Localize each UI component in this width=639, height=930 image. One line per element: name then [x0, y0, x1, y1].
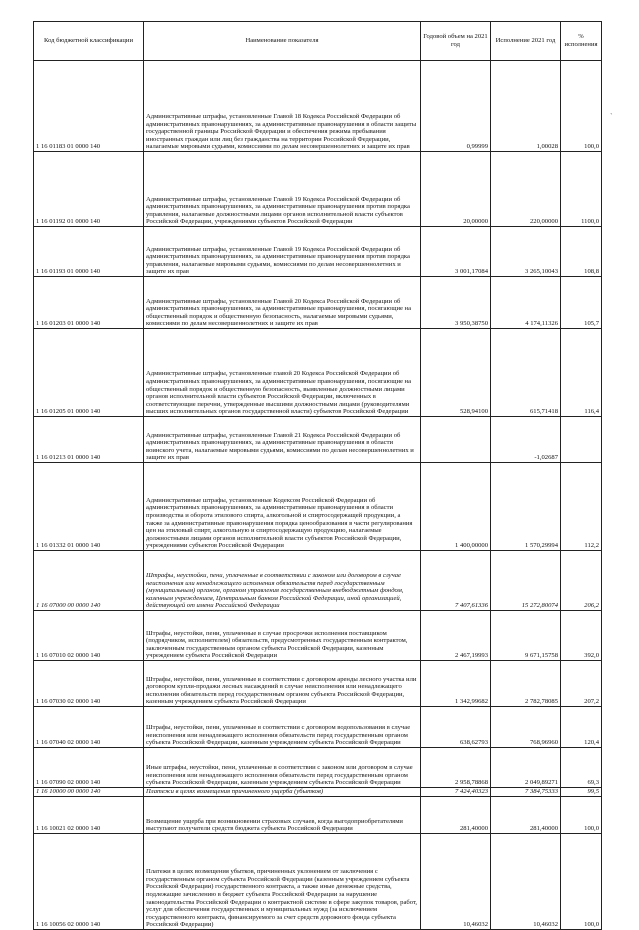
row-percent: 207,2 [561, 661, 602, 707]
row-percent: 112,2 [561, 463, 602, 551]
row-percent: 100,0 [561, 797, 602, 834]
row-percent: 116,4 [561, 329, 602, 417]
row-name: Платежи в целях возмещения убытков, причиненных уклонением от заключения с государственным органом субъекта Российской Федерации (казенным учреждением субъекта Российской Федерации) государственного контракта, а также иные денежные средства, подлежащие зачислению в бюджет субъекта Российской Федерации за нарушение законодательства Российской Федерации о контрактной системе в сфере закупок товаров, работ, услуг для обеспечения государственных и муниципальных нужд (за исключением государственного контракта, финансируемого за счет средств дорожного фонда субъекта Российской Федерации) [144, 834, 421, 930]
row-percent: 108,8 [561, 227, 602, 277]
row-percent: 1100,0 [561, 152, 602, 227]
row-name: Административные штрафы, установленные главой 20 Кодекса Российской Федерации об административных правонарушениях, за административные правонарушения, посягающие на общественный порядок и общественную безопасность, выявленные должностными лицами органов исполнительной власти субъектов Российской Федерации, включенных в соответствующие перечни, утвержденные высшими должностными лицами (руководителями высших исполнительных органов государственной власти) субъектов Российской Федерации [144, 329, 421, 417]
row-fact: 1 570,29994 [491, 463, 561, 551]
table-row [34, 834, 602, 930]
table-row [34, 329, 602, 417]
scan-artifact-mark: ` [610, 112, 613, 121]
table-row [34, 788, 602, 797]
row-percent: 120,4 [561, 707, 602, 748]
table-row [34, 551, 602, 611]
row-name: Административные штрафы, установленные Главой 19 Кодекса Российской Федерации об административных правонарушениях, за административные правонарушения против порядка управления, налагаемые должностными лицами органов исполнительной власти субъектов Российской Федерации, учреждениями субъектов Российской Федерации [144, 152, 421, 227]
row-fact: 7 384,75333 [491, 788, 561, 797]
row-name: Возмещение ущерба при возникновении страховых случаев, когда выгодоприобретателями выступают получатели средств бюджета субъекта Российской Федерации [144, 797, 421, 834]
row-fact: 10,46032 [491, 834, 561, 930]
header-fact: Исполнение 2021 год [491, 22, 561, 61]
row-plan: 1 342,99682 [421, 661, 491, 707]
row-percent [561, 417, 602, 463]
table-header-row [34, 22, 602, 61]
row-plan: 638,62793 [421, 707, 491, 748]
row-name: Административные штрафы, установленные Главой 18 Кодекса Российской Федерации об административных правонарушениях, за административные правонарушения в области защиты государственной границы Российской Федерации и обеспечения режима пребывания иностранных граждан или лиц без гражданства на территории Российской Федерации, налагаемые мировыми судьями, комиссиями по делам несовершеннолетних и защите их прав [144, 61, 421, 152]
row-name: Административные штрафы, установленные Главой 20 Кодекса Российской Федерации об административных правонарушениях, за административные правонарушения, посягающие на общественный порядок и общественную безопасность, налагаемые мировыми судьями, комиссиями по делам несовершеннолетних и защите их прав [144, 277, 421, 329]
row-percent: 100,0 [561, 61, 602, 152]
row-plan: 2 467,19993 [421, 611, 491, 661]
table-row [34, 463, 602, 551]
row-plan: 7 407,61336 [421, 551, 491, 611]
row-plan: 7 424,40323 [421, 788, 491, 797]
header-name: Наименование показателя [144, 22, 421, 61]
row-plan: 20,00000 [421, 152, 491, 227]
row-name: Штрафы, неустойки, пени, уплаченные в соответствии с договором аренды лесного участка или договором купли-продажи лесных насаждений в случае неисполнения или ненадлежащего исполнения обязательств перед государственным органом субъекта Российской Федерации, казенным учреждением субъекта Российской Федерации [144, 661, 421, 707]
row-fact: 615,71418 [491, 329, 561, 417]
header-code: Код бюджетной классификации [34, 22, 144, 61]
row-code: 1 16 07040 02 0000 140 [34, 707, 144, 748]
row-percent: 69,3 [561, 748, 602, 788]
row-code: 1 16 07030 02 0000 140 [34, 661, 144, 707]
row-percent: 105,7 [561, 277, 602, 329]
row-name: Административные штрафы, установленные Кодексом Российской Федерации об административных правонарушениях, за административные правонарушения в области производства и оборота этилового спирта, алкогольной и спиртосодержащей продукции, а также за административные правонарушения порядка ценообразования в части регулирования цен на этиловый спирт, алкогольную и спиртосодержащую продукцию, налагаемые должностными лицами органов исполнительной власти субъектов Российской Федерации, учреждениями субъектов Российской Федерации [144, 463, 421, 551]
row-code: 1 16 07010 02 0000 140 [34, 611, 144, 661]
table-row [34, 611, 602, 661]
row-code: 1 16 01192 01 0000 140 [34, 152, 144, 227]
row-code: 1 16 07090 02 0000 140 [34, 748, 144, 788]
row-code: 1 16 01332 01 0000 140 [34, 463, 144, 551]
row-code: 1 16 07000 00 0000 140 [34, 551, 144, 611]
row-percent: 99,5 [561, 788, 602, 797]
table-row [34, 152, 602, 227]
row-fact: 4 174,11326 [491, 277, 561, 329]
row-code: 1 16 01193 01 0000 140 [34, 227, 144, 277]
row-plan: 528,94100 [421, 329, 491, 417]
row-code: 1 16 10056 02 0000 140 [34, 834, 144, 930]
header-percent: % исполнения [561, 22, 602, 61]
row-fact: 220,00000 [491, 152, 561, 227]
row-code: 1 16 10021 02 0000 140 [34, 797, 144, 834]
row-fact: 2 049,89271 [491, 748, 561, 788]
row-name: Платежи в целях возмещения причиненного ущерба (убытков) [144, 788, 421, 797]
row-fact: 2 782,78085 [491, 661, 561, 707]
row-name: Штрафы, неустойки, пени, уплаченные в соответствии с законом или договором в случае неисполнения или ненадлежащего исполнения обязательств перед государственным (муниципальным) органом, органом управления государственным внебюджетным фондом, казенным учреждением, Центральным банком Российской Федерации, иной организацией, действующей от имени Российской Федерации [144, 551, 421, 611]
row-fact: 281,40000 [491, 797, 561, 834]
row-plan: 281,40000 [421, 797, 491, 834]
header-plan: Годовой объем на 2021 год [421, 22, 491, 61]
row-plan: 3 950,38750 [421, 277, 491, 329]
table-row [34, 227, 602, 277]
table-row [34, 661, 602, 707]
budget-execution-table [33, 21, 602, 930]
row-plan: 10,46032 [421, 834, 491, 930]
row-plan [421, 417, 491, 463]
table-row [34, 797, 602, 834]
row-fact: 3 265,10043 [491, 227, 561, 277]
row-code: 1 16 01203 01 0000 140 [34, 277, 144, 329]
row-percent: 206,2 [561, 551, 602, 611]
row-fact: 9 671,15758 [491, 611, 561, 661]
row-code: 1 16 01205 01 0000 140 [34, 329, 144, 417]
row-code: 1 16 01183 01 0000 140 [34, 61, 144, 152]
row-fact: 15 272,80074 [491, 551, 561, 611]
table-row [34, 61, 602, 152]
table-row [34, 707, 602, 748]
row-name: Штрафы, неустойки, пени, уплаченные в соответствии с договором водопользования в случае неисполнения или ненадлежащего исполнения обязательств перед государственным органом субъекта Российской Федерации, казенным учреждением субъекта Российской Федерации [144, 707, 421, 748]
row-name: Административные штрафы, установленные Главой 21 Кодекса Российской Федерации об административных правонарушениях, за административные правонарушения в области воинского учета, налагаемые мировыми судьями, комиссиями по делам несовершеннолетних и защите их прав [144, 417, 421, 463]
row-plan: 0,99999 [421, 61, 491, 152]
row-name: Иные штрафы, неустойки, пени, уплаченные в соответствии с законом или договором в случае неисполнения или ненадлежащего исполнения обязательств перед государственным органом субъекта Российской Федерации, казенным учреждением субъекта Российской Федерации [144, 748, 421, 788]
row-plan: 1 400,00000 [421, 463, 491, 551]
table-row [34, 748, 602, 788]
row-code: 1 16 01213 01 0000 140 [34, 417, 144, 463]
row-fact: 768,96960 [491, 707, 561, 748]
row-code: 1 16 10000 00 0000 140 [34, 788, 144, 797]
table-row [34, 417, 602, 463]
row-name: Административные штрафы, установленные Главой 19 Кодекса Российской Федерации об административных правонарушениях, за административные правонарушения против порядка управления, налагаемые мировыми судьями, комиссиями по делам несовершеннолетних и защите их прав [144, 227, 421, 277]
row-fact: 1,00028 [491, 61, 561, 152]
row-percent: 100,0 [561, 834, 602, 930]
row-fact: -1,02687 [491, 417, 561, 463]
row-plan: 3 001,17084 [421, 227, 491, 277]
row-plan: 2 958,78868 [421, 748, 491, 788]
table-row [34, 277, 602, 329]
row-percent: 392,0 [561, 611, 602, 661]
row-name: Штрафы, неустойки, пени, уплаченные в случае просрочки исполнения поставщиком (подрядчиком, исполнителем) обязательств, предусмотренных государственным контрактом, заключенным государственным органом субъекта Российской Федерации, казенным учреждением субъекта Российской Федерации [144, 611, 421, 661]
